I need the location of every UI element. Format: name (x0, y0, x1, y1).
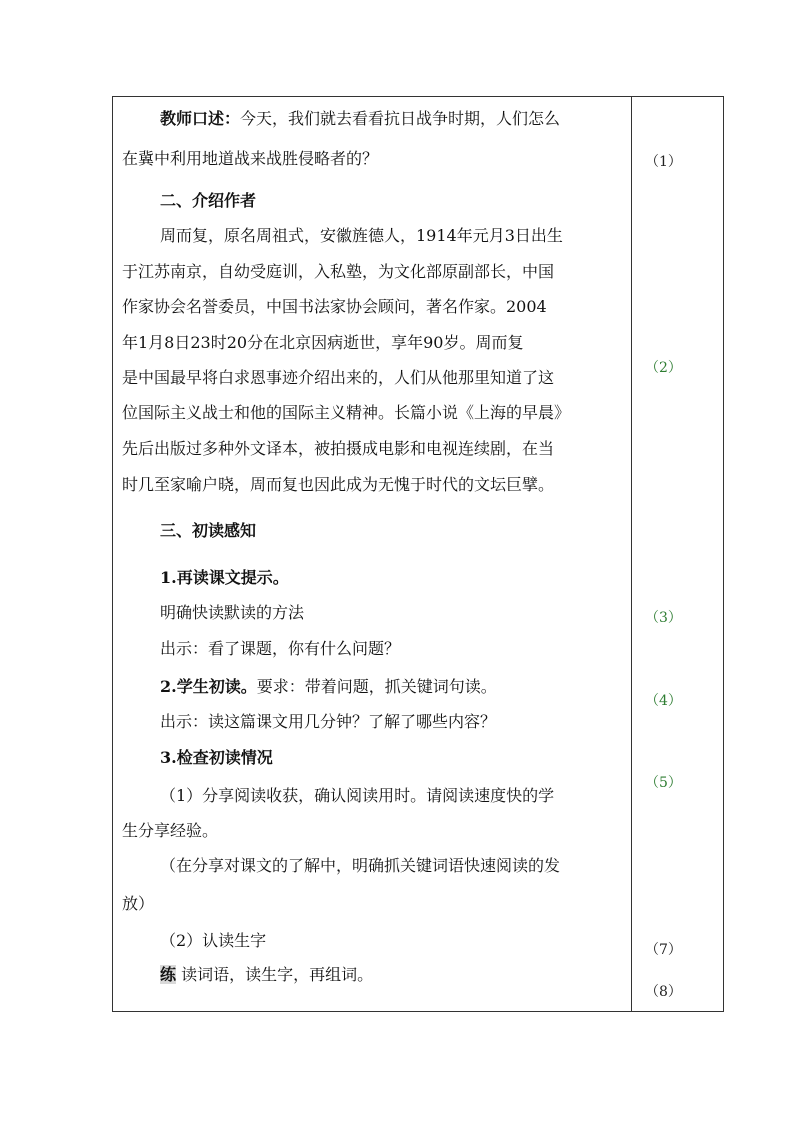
author-paragraph-line: 时几至家喻户晓，周而复也因此成为无愧于时代的文坛巨擘。 (122, 475, 555, 494)
practice-text: 读词语，读生字，再组词。 (181, 965, 374, 984)
author-paragraph-line: 作家协会名誉委员，中国书法家协会顾问，著名作家。2004 (122, 297, 547, 316)
section-heading-first-reading: 三、初读感知 (160, 521, 257, 540)
note-number: （7） (645, 942, 682, 958)
step-2-line (160, 677, 497, 697)
step-1-text: 明确快读默读的方法 (160, 603, 305, 622)
step-1-prompt: 出示：看了课题，你有什么问题？ (160, 639, 401, 658)
note-number: （5） (645, 775, 682, 791)
note-number: （2） (645, 360, 682, 376)
step-3-item-1: （1）分享阅读收获，确认阅读用时。请阅读速度快的学 (160, 786, 555, 805)
note-number: （8） (645, 984, 682, 1000)
note-number: （3） (645, 610, 682, 626)
teacher-intro-label: 教师口述： (160, 109, 241, 128)
teacher-intro-text: 今天，我们就去看看抗日战争时期，人们怎么 (240, 109, 561, 128)
teacher-intro-line-2: 在冀中利用地道战来战胜侵略者的？ (122, 149, 379, 168)
step-3-item-1-cont: 生分享经验。 (122, 821, 219, 840)
author-paragraph-line: 是中国最早将白求恩事迹介绍出来的，人们从他那里知道了这 (122, 368, 555, 387)
teacher-intro-line (160, 109, 560, 129)
step-2-label: 2.学生初读。 (160, 677, 257, 696)
note-number: （4） (645, 693, 682, 709)
step-2-prompt: 出示：读这篇课文用几分钟？了解了哪些内容？ (160, 712, 497, 731)
author-paragraph-line: 年1月8日23时20分在北京因病逝世，享年90岁。周而复 (122, 333, 524, 352)
practice-line (160, 965, 373, 985)
step-3-heading: 3.检查初读情况 (160, 748, 273, 767)
column-divider (631, 97, 632, 1011)
step-2-text: 要求：带着问题，抓关键词句读。 (256, 677, 497, 696)
section-heading-author: 二、介绍作者 (160, 191, 257, 210)
step-1-heading: 1.再读课文提示。 (160, 568, 289, 587)
step-3-item-2: （2）认读生字 (160, 931, 267, 950)
note-number: （1） (645, 154, 682, 170)
author-paragraph-line: 先后出版过多种外文译本，被拍摄成电影和电视连续剧，在当 (122, 439, 555, 458)
step-3-note-cont: 放） (122, 894, 155, 913)
practice-label: 练 (160, 965, 177, 984)
step-3-note: （在分享对课文的了解中，明确抓关键词语快速阅读的发 (160, 856, 561, 875)
author-paragraph-line: 位国际主义战士和他的国际主义精神。长篇小说《上海的早晨》 (122, 403, 571, 422)
author-paragraph-line: 于江苏南京，自幼受庭训，入私塾，为文化部原副部长，中国 (122, 262, 555, 281)
lesson-table (112, 96, 724, 1012)
author-paragraph-line: 周而复，原名周祖式，安徽旌德人，1914年元月3日出生 (160, 226, 563, 245)
